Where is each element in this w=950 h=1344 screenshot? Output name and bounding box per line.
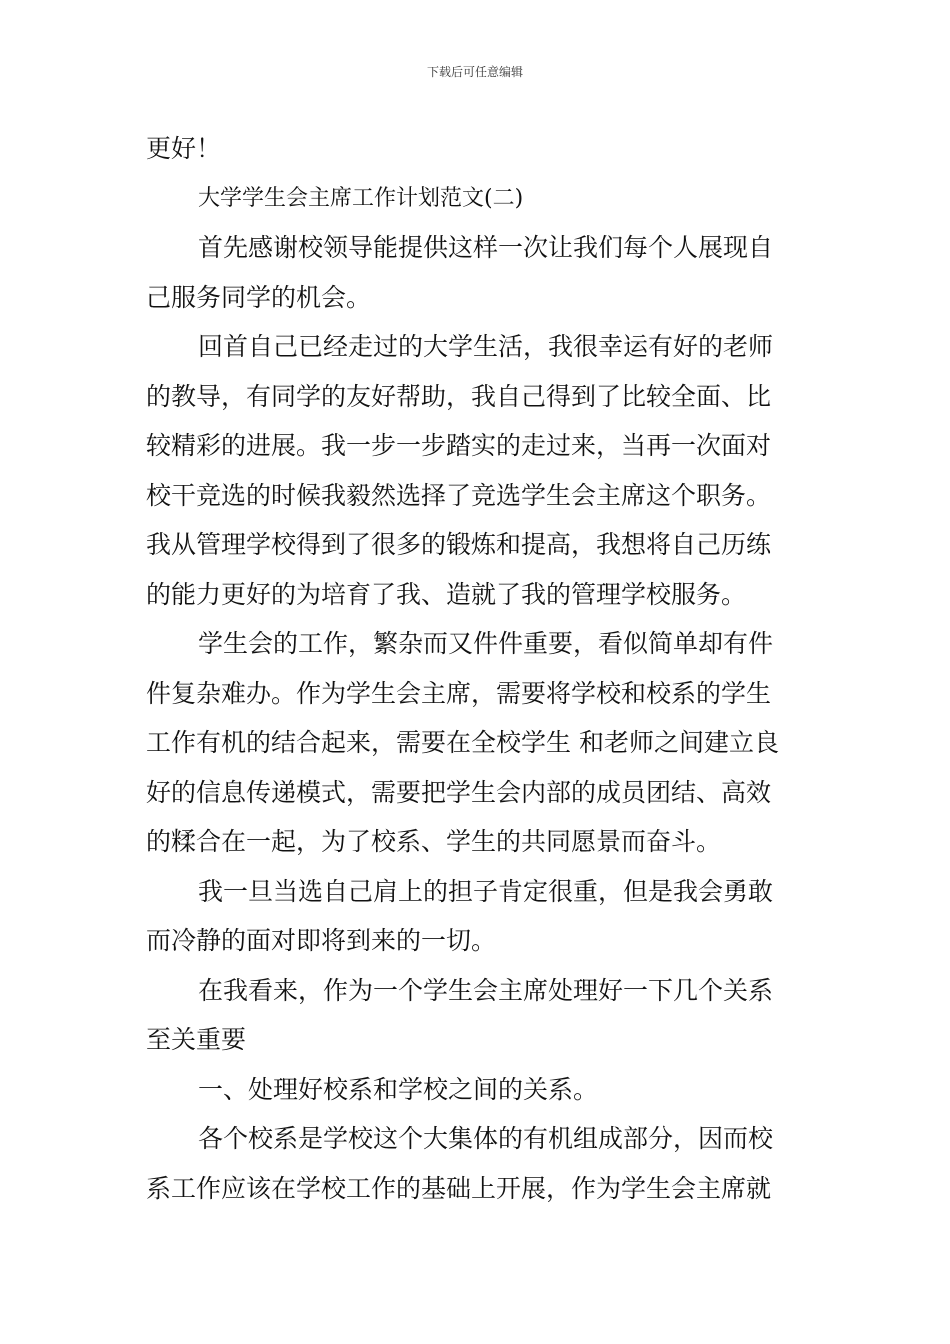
document-body xyxy=(146,124,806,1213)
text-line: 件复杂难办。作为学生会主席，需要将学校和校系的学生 xyxy=(146,678,772,708)
text-line: 我从管理学校得到了很多的锻炼和提高，我想将自己历练 xyxy=(146,530,772,559)
text-line: 的教导，有同学的友好帮助，我自己得到了比较全面、比 xyxy=(146,381,772,411)
text-line: 好的信息传递模式，需要把学生会内部的成员团结、高效 xyxy=(146,777,772,807)
text-line: 各个校系是学校这个大集体的有机组成部分，因而校 xyxy=(198,1124,774,1153)
text-line: 己服务同学的机会。 xyxy=(146,282,372,312)
text-line: 系工作应该在学校工作的基础上开展，作为学生会主席就 xyxy=(146,1173,772,1203)
text-line: 我一旦当选自己肩上的担子肯定很重，但是我会勇敢 xyxy=(198,876,774,906)
text-line: 校干竞选的时候我毅然选择了竞选学生会主席这个职务。 xyxy=(146,480,772,510)
text-line: 在我看来，作为一个学生会主席处理好一下几个关系 xyxy=(198,975,774,1005)
text-line: 一、处理好校系和学校之间的关系。 xyxy=(198,1074,599,1104)
text-line: 较精彩的进展。我一步一步踏实的走过来，当再一次面对 xyxy=(146,431,772,460)
text-line: 首先感谢校领导能提供这样一次让我们每个人展现自 xyxy=(198,233,774,262)
page-header-note: 下载后可任意编辑 xyxy=(426,65,523,79)
text-line: 工作有机的结合起来，需要在全校学生 和老师之间建立良 xyxy=(146,728,779,757)
text-line: 至关重要 xyxy=(146,1025,247,1054)
section-title: 大学学生会主席工作计划范文(二) xyxy=(198,185,524,211)
text-line: 的糅合在一起，为了校系、学生的共同愿景而奋斗。 xyxy=(146,827,722,856)
text-line: 的能力更好的为培育了我、造就了我的管理学校服务。 xyxy=(146,579,747,609)
text-line: 而冷静的面对即将到来的一切。 xyxy=(146,926,497,955)
text-line: 回首自己已经走过的大学生活，我很幸运有好的老师 xyxy=(198,332,774,361)
text-line: 学生会的工作，繁杂而又件件重要，看似简单却有件 xyxy=(198,629,774,658)
text-line: 更好！ xyxy=(146,134,222,163)
